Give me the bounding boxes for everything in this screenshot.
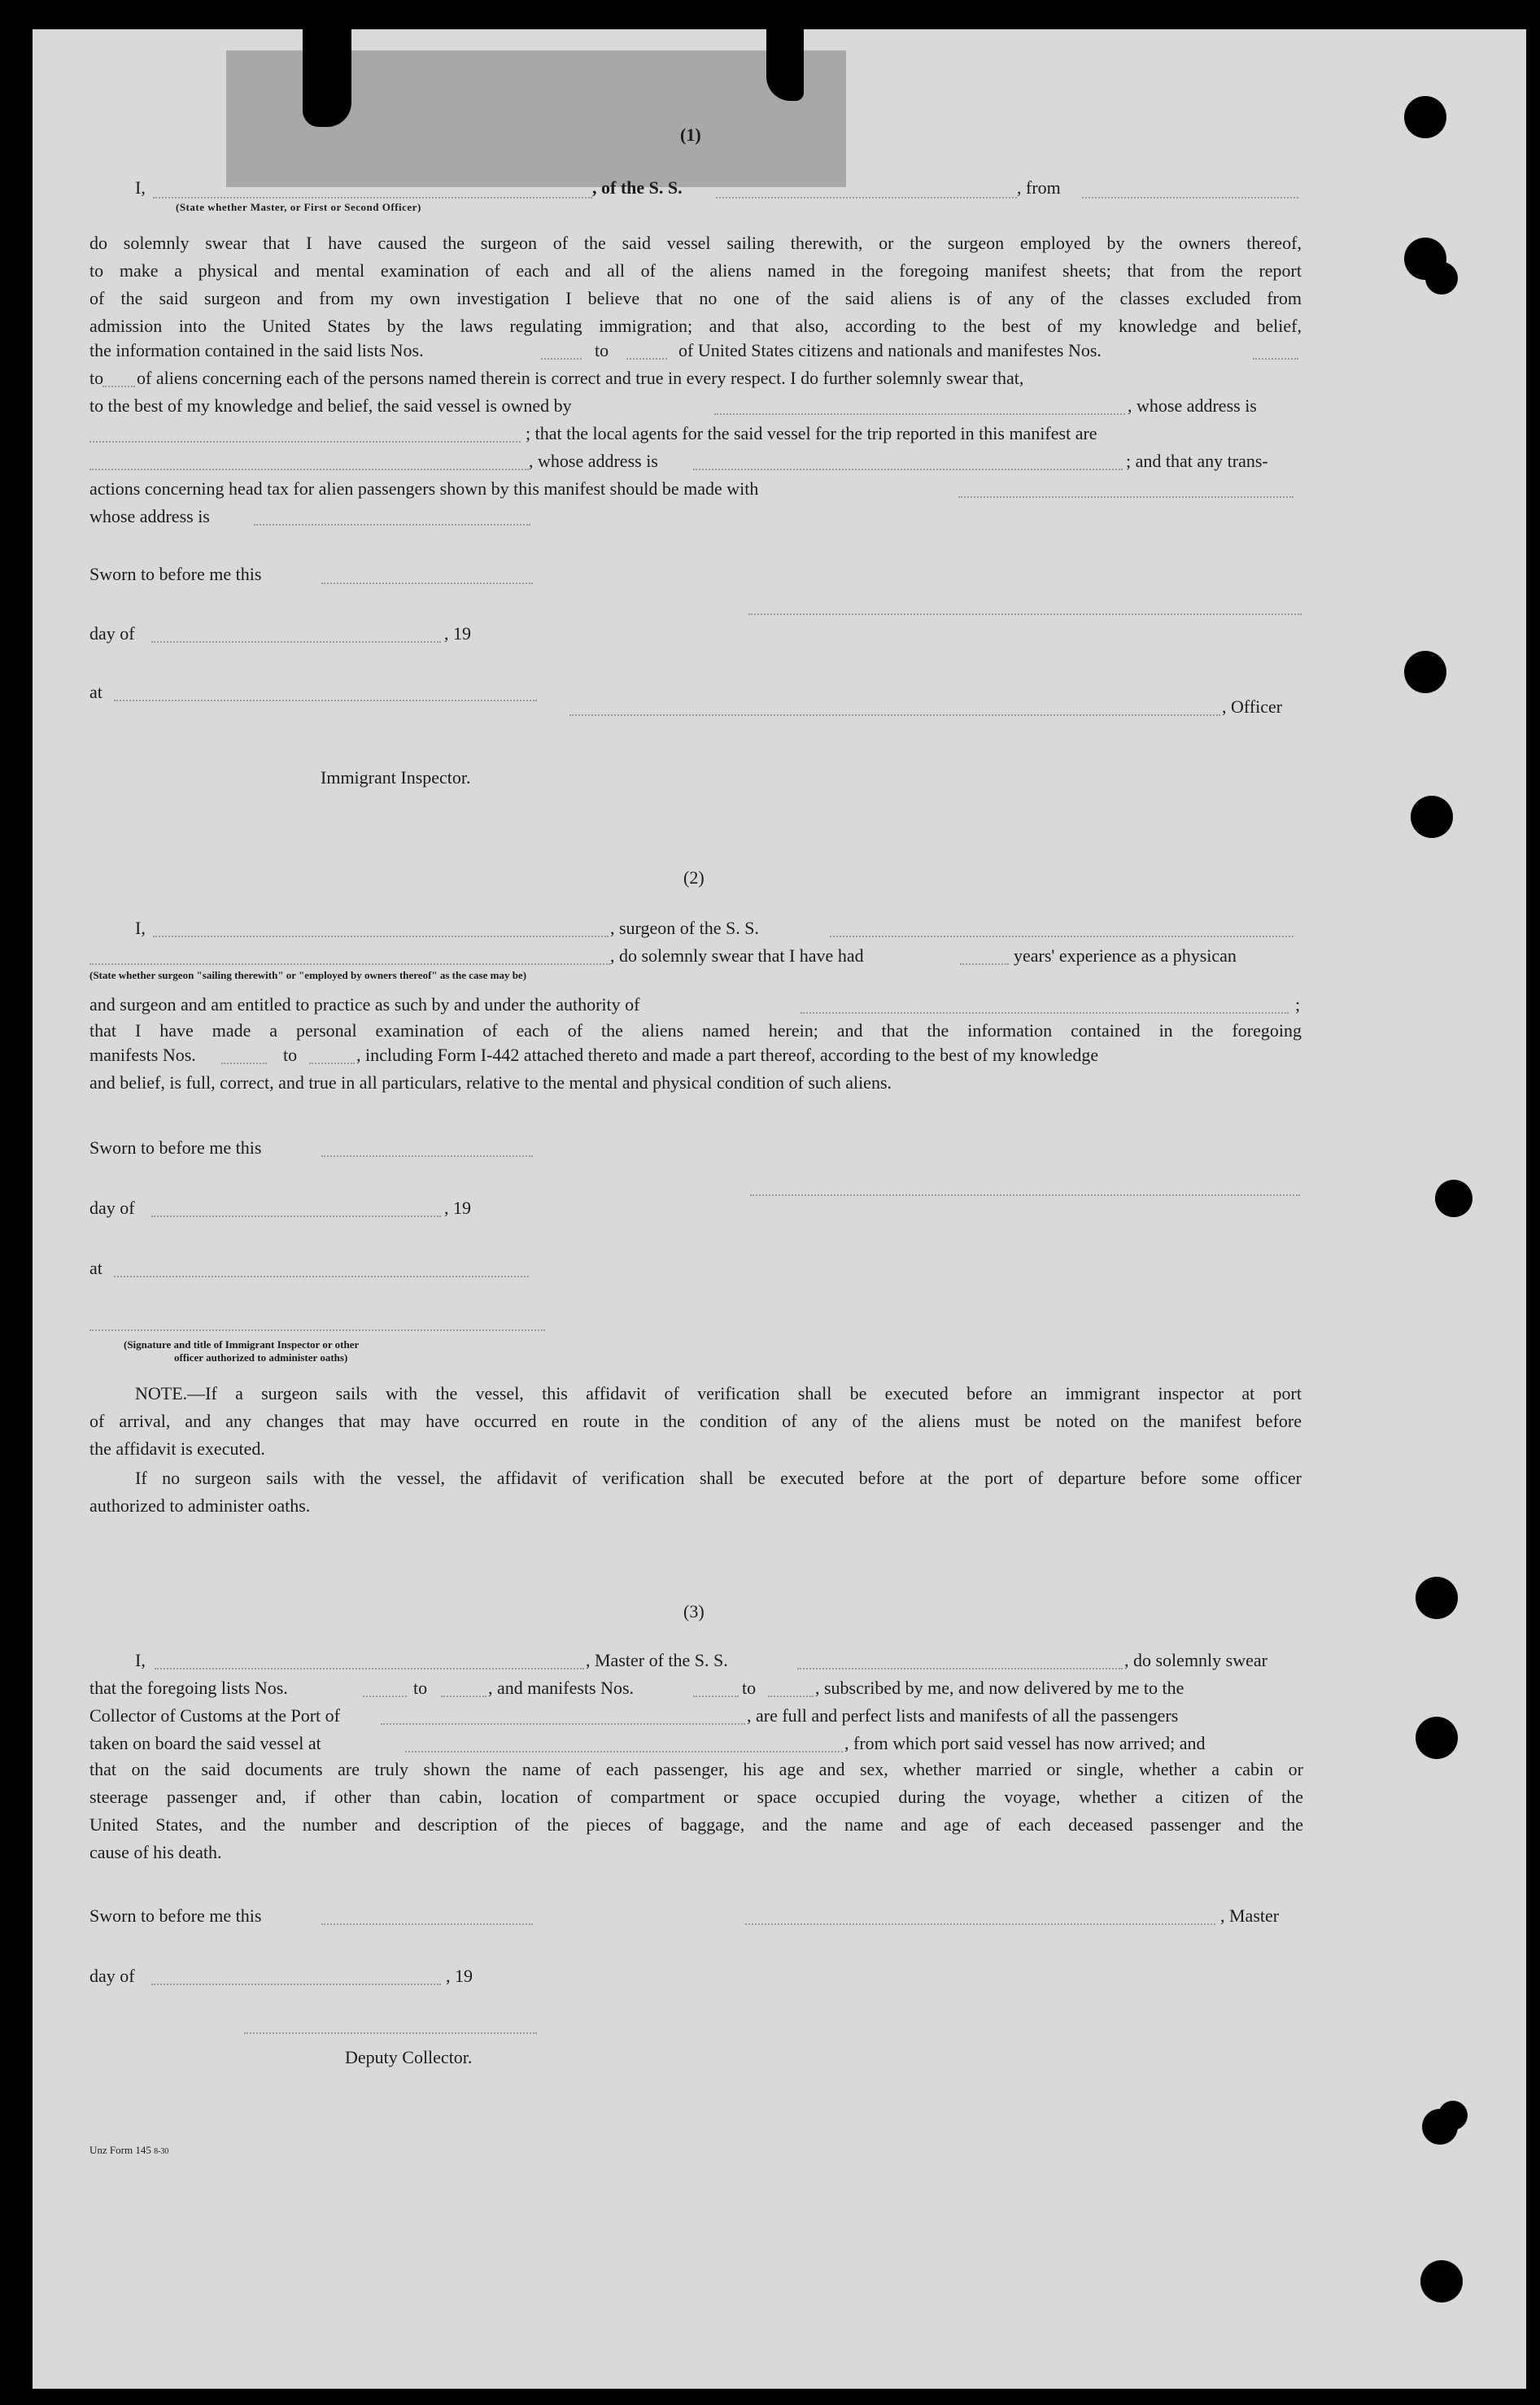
lists-from-field[interactable] [541, 358, 582, 360]
affidavit-body [89, 229, 1302, 340]
authority-label: and surgeon and am entitled to practice as such by and under the authority of [89, 994, 640, 1015]
to-label: to [89, 368, 104, 388]
do-swear-label: , do solemnly swear [1124, 1650, 1267, 1670]
sworn-date-field[interactable] [321, 1923, 533, 1925]
owner-field[interactable] [714, 413, 1125, 415]
manifests-from-field[interactable] [221, 1063, 267, 1064]
manifests-from-field[interactable] [693, 1696, 739, 1697]
collector-signature-field[interactable] [244, 2032, 537, 2034]
form-label: Unz Form 145 [89, 2144, 155, 2156]
surgeon-name-field[interactable] [153, 936, 609, 937]
and-manifests-label: , and manifests Nos. [488, 1678, 635, 1698]
binder-hole [1411, 796, 1453, 838]
sworn-date-field[interactable] [321, 1155, 533, 1157]
foregoing-label: that the foregoing lists Nos. [89, 1678, 288, 1698]
aliens-line: of aliens concerning each of the persons named therein is correct and true in every respect. I do further solemnly swear that, [137, 368, 1024, 388]
inspector-title: Immigrant Inspector. [321, 767, 471, 788]
to-label: to [413, 1678, 428, 1698]
swear-label: , do solemnly swear that I have had [610, 945, 864, 966]
officer-label: , Officer [1222, 696, 1283, 717]
master-label: , Master [1220, 1905, 1280, 1926]
to-label: to [742, 1678, 757, 1698]
of-ss-label: , of the S. S. [592, 177, 683, 198]
body-line: cause of his death. [89, 1842, 222, 1862]
binder-hole [1404, 96, 1446, 138]
manifests-from-field[interactable] [1253, 358, 1298, 360]
manifests-label: manifests Nos. [89, 1045, 196, 1065]
officer-signature-field[interactable] [569, 714, 1220, 716]
body-line: that on the said documents are truly shown the name of each passenger, his age and sex, whether married or single, whether a cabin or [89, 1759, 1303, 1779]
sworn-label: Sworn to before me this [89, 1905, 262, 1926]
day-of-label: day of [89, 1966, 135, 1986]
body-line: that I have made a personal examination of each of the aliens named herein; and that the information contained in the foregoing [89, 1020, 1302, 1041]
master-of-label: , Master of the S. S. [586, 1650, 728, 1670]
day-of-label: day of [89, 623, 135, 644]
from-label: , from [1017, 177, 1061, 198]
torn-notch-left [303, 29, 351, 127]
year-label: , 19 [444, 623, 471, 644]
surgeon-exam-line [89, 1017, 1302, 1045]
note-paragraph [89, 1380, 1302, 1463]
sworn-label: Sworn to before me this [89, 564, 262, 584]
citizens-label: of United States citizens and nationals and manifestes Nos. [678, 340, 1102, 360]
semicolon: ; [1295, 994, 1301, 1015]
binder-hole [1435, 1180, 1472, 1217]
body-line: of the said surgeon and from my own investigation I believe that no one of the said aliens is of any of the classes excluded from [89, 288, 1302, 308]
agents-field[interactable] [89, 469, 529, 470]
whose-address-label: , whose address is [1128, 395, 1257, 416]
subscribed-label: , subscribed by me, and now delivered by me to the [815, 1678, 1184, 1698]
actions-label: actions concerning head tax for alien passengers shown by this manifest should be made with [89, 478, 759, 499]
section-number: (2) [683, 867, 705, 888]
signature-note: (Signature and title of Immigrant Inspector or other [124, 1338, 360, 1351]
day-of-label: day of [89, 1198, 135, 1218]
year-label: , 19 [446, 1966, 473, 1986]
belief-line: and belief, is full, correct, and true in all particulars, relative to the mental and physical condition of such aliens. [89, 1072, 892, 1093]
note-line: NOTE.—If a surgeon sails with the vessel, this affidavit of verification shall be executed before an immigrant inspector at port [135, 1383, 1302, 1403]
body-line: to make a physical and mental examination of each and all of the aliens named in the foregoing manifest sheets; that from the report [89, 260, 1302, 281]
note-line: the affidavit is executed. [89, 1438, 265, 1459]
lists-to-field[interactable] [626, 358, 667, 360]
to-label: to [283, 1045, 298, 1065]
surgeon-label: , surgeon of the S. S. [610, 918, 759, 938]
pledge-i: I, [135, 177, 146, 198]
binder-hole [1420, 2260, 1463, 2302]
body-line: admission into the United States by the laws regulating immigration; and that also, according to the best of my knowledge and belief, [89, 316, 1302, 336]
manifests-to-field[interactable] [768, 1696, 814, 1697]
sworn-label: Sworn to before me this [89, 1137, 262, 1158]
whose-address-label: whose address is [89, 506, 210, 526]
surgeon-status-note: (State whether surgeon "sailing therewith" or "employed by owners thereof" as the case may be) [89, 969, 527, 981]
signature-field[interactable] [748, 613, 1302, 615]
day-field[interactable] [151, 1216, 441, 1217]
deputy-collector-title: Deputy Collector. [345, 2047, 473, 2067]
any-trans-label: ; and that any trans- [1126, 451, 1268, 471]
master-name-field[interactable] [155, 1668, 584, 1670]
whose-address-label: , whose address is [529, 451, 658, 471]
lists-label: the information contained in the said lists Nos. [89, 340, 424, 360]
inspector-signature-field[interactable] [89, 1329, 545, 1331]
lists-to-field[interactable] [441, 1696, 486, 1697]
torn-notch-right [766, 29, 804, 101]
note-line: authorized to administer oaths. [89, 1495, 311, 1516]
master-affidavit-body [89, 1756, 1303, 1866]
officer-rank-note: (State whether Master, or First or Second Officer) [176, 201, 421, 213]
taken-label: taken on board the said vessel at [89, 1733, 321, 1753]
master-signature-field[interactable] [745, 1923, 1215, 1925]
departure-port-field[interactable] [405, 1751, 843, 1752]
to-label: to [595, 340, 609, 360]
pledge-i: I, [135, 918, 146, 938]
from-which-label: , from which port said vessel has now arrived; and [844, 1733, 1206, 1753]
if-paragraph [89, 1464, 1302, 1520]
note-line: If no surgeon sails with the vessel, the affidavit of verification shall be executed before at the port of departure before some officer [135, 1468, 1302, 1488]
head-tax-field[interactable] [958, 496, 1294, 498]
manifests-to-field[interactable] [309, 1063, 355, 1064]
years-label: years' experience as a physican [1014, 945, 1237, 966]
pledge-i: I, [135, 1650, 146, 1670]
body-line: United States, and the number and description of the pieces of baggage, and the name and age of each deceased passenger and the [89, 1814, 1303, 1835]
signature-note: officer authorized to administer oaths) [174, 1351, 348, 1364]
collector-label: Collector of Customs at the Port of [89, 1705, 340, 1726]
section-number: (1) [680, 124, 701, 145]
manifests-to-field[interactable] [103, 386, 135, 387]
authority-field[interactable] [801, 1012, 1289, 1014]
binder-hole [1438, 2101, 1468, 2130]
day-field[interactable] [151, 641, 441, 643]
at-label: at [89, 682, 103, 702]
day-field[interactable] [151, 1984, 441, 1985]
agents-address-field[interactable] [693, 469, 1123, 470]
binder-hole [1416, 1577, 1458, 1619]
form-number [89, 2140, 168, 2163]
vessel-name-field[interactable] [830, 936, 1294, 937]
place-field[interactable] [114, 1276, 529, 1277]
port-field[interactable] [381, 1723, 745, 1725]
surgeon-signature-field[interactable] [750, 1194, 1300, 1196]
binder-hole [1416, 1717, 1458, 1759]
form-code: 8-30 [154, 2147, 169, 2156]
vessel-name-field[interactable] [797, 1668, 1123, 1670]
owner-address-field[interactable] [89, 441, 521, 443]
year-label: , 19 [444, 1198, 471, 1218]
lists-from-field[interactable] [363, 1696, 407, 1697]
origin-field[interactable] [1082, 197, 1298, 199]
section-number: (3) [683, 1601, 705, 1622]
vessel-name-field[interactable] [716, 197, 1017, 199]
body-line: do solemnly swear that I have caused the surgeon of the said vessel sailing therewith, or the surgeon employed by the owners thereof, [89, 233, 1302, 253]
head-tax-address-field[interactable] [254, 524, 530, 526]
binder-hole [1404, 651, 1446, 693]
sworn-date-field[interactable] [321, 583, 533, 584]
at-label: at [89, 1258, 103, 1278]
including-label: , including Form I-442 attached thereto and made a part thereof, according to the best of my knowledge [356, 1045, 1099, 1065]
owned-by-label: to the best of my knowledge and belief, the said vessel is owned by [89, 395, 572, 416]
place-field[interactable] [114, 700, 537, 701]
full-perfect-label: , are full and perfect lists and manifests of all the passengers [747, 1705, 1179, 1726]
years-field[interactable] [960, 963, 1009, 965]
note-line: of arrival, and any changes that may have occurred en route in the condition of any of the aliens must be noted on the manifest before [89, 1411, 1302, 1431]
binder-hole [1425, 262, 1458, 295]
body-line: steerage passenger and, if other than cabin, location of compartment or space occupied during the voyage, whether a citizen of the [89, 1787, 1303, 1807]
local-agents-label: ; that the local agents for the said vessel for the trip reported in this manifest are [526, 423, 1097, 443]
